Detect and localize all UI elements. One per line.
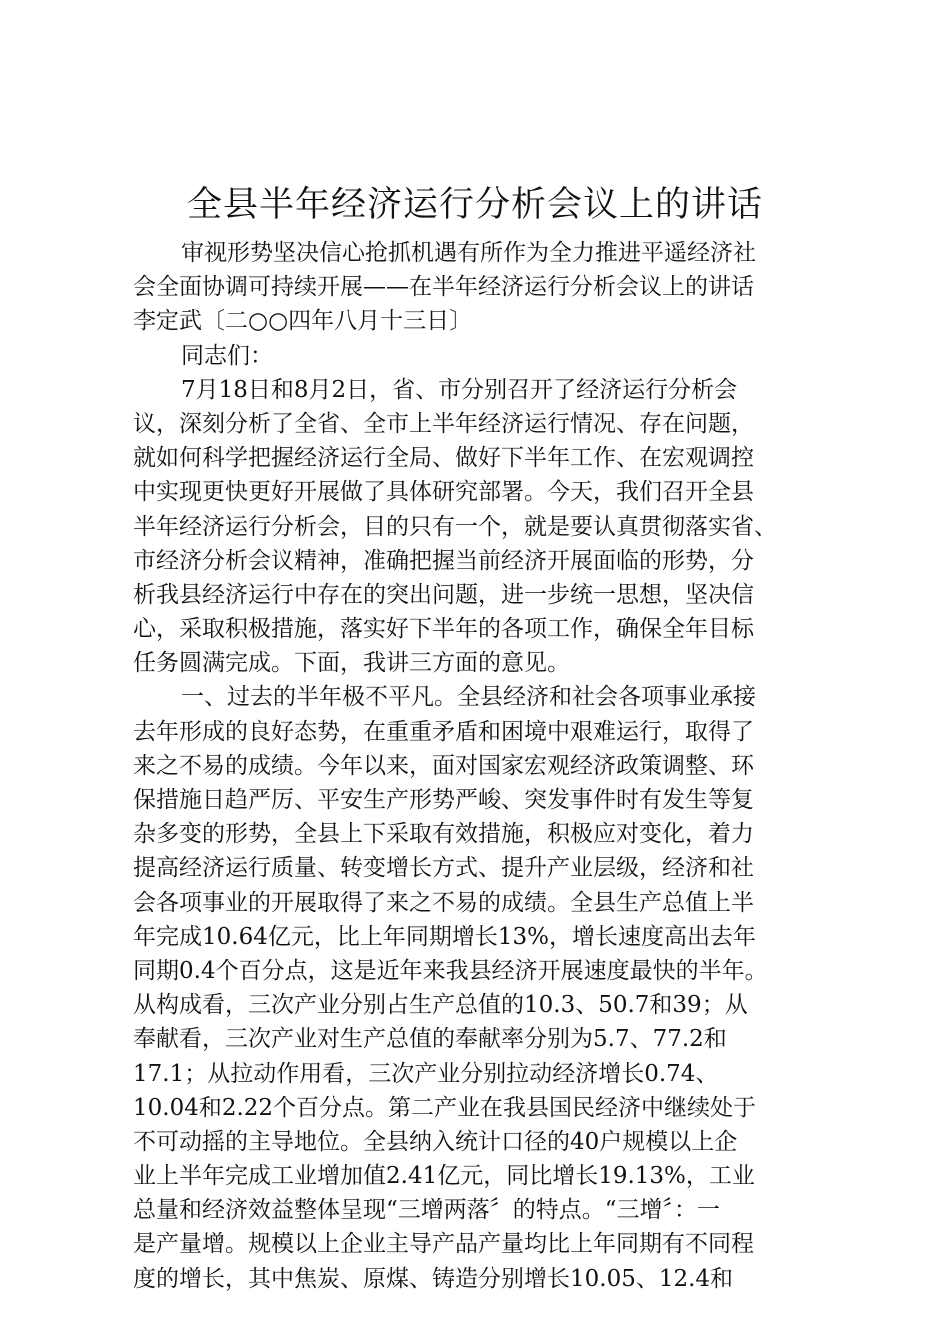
text-line: 从构成看，三次产业分别占生产总值的10.3、50.7和39；从 — [133, 992, 748, 1019]
text-line: 总量和经济效益整体呈现“三增两落〞的特点。“三增〞：一 — [133, 1197, 721, 1224]
text-line: 同期0.4个百分点，这是近年来我县经济开展速度最快的半年。 — [133, 957, 768, 984]
text-line: 议，深刻分析了全省、全市上半年经济运行情况、存在问题， — [133, 410, 754, 437]
text-line: 杂多变的形势，全县上下采取有效措施，积极应对变化，着力 — [133, 821, 754, 848]
text-line: 保措施日趋严厉、平安生产形势严峻、突发事件时有发生等复 — [133, 787, 754, 813]
text-line: 心，采取积极措施，落实好下半年的各项工作，确保全年目标 — [133, 616, 754, 643]
text-line: 就如何科学把握经济运行全局、做好下半年工作、在宏观调控 — [133, 445, 754, 472]
text-line: 审视形势坚决信心抢抓机遇有所作为全力推进平遥经济社 — [181, 240, 756, 266]
document-body — [133, 236, 823, 1296]
text-line: 提高经济运行质量、转变增长方式、提升产业层级，经济和社 — [133, 855, 754, 882]
text-line: 去年形成的良好态势，在重重矛盾和困境中艰难运行，取得了 — [133, 718, 754, 745]
text-line: 不可动摇的主导地位。全县纳入统计口径的40户规模以上企 — [133, 1128, 738, 1155]
text-line: 10.04和2.22个百分点。第二产业在我县国民经济中继续处于 — [133, 1094, 757, 1121]
text-line: 17.1；从拉动作用看，三次产业分别拉动经济增长0.74、 — [133, 1060, 719, 1087]
text-line: 7月18日和8月2日，省、市分别召开了经济运行分析会 — [181, 376, 738, 403]
text-line: 中实现更快更好开展做了具体研究部署。今天，我们召开全县 — [133, 479, 754, 506]
text-line: 任务圆满完成。下面，我讲三方面的意见。 — [133, 650, 570, 677]
text-line: 年完成10.64亿元，比上年同期增长13%，增长速度高出去年 — [133, 923, 756, 950]
text-line: 会各项事业的开展取得了来之不易的成绩。全县生产总值上半 — [133, 889, 754, 916]
text-line: 市经济分析会议精神，准确把握当前经济开展面临的形势，分 — [133, 547, 754, 574]
text-line: 半年经济运行分析会，目的只有一个，就是要认真贯彻落实省、 — [133, 513, 777, 540]
text-line: 会全面协调可持续开展——在半年经济运行分析会议上的讲话 — [133, 274, 754, 301]
text-line: 来之不易的成绩。今年以来，面对国家宏观经济政策调整、环 — [133, 752, 754, 779]
text-line: 是产量增。规模以上企业主导产品产量均比上年同期有不同程 — [133, 1231, 754, 1258]
text-line: 李定武〔二○○四年八月十三日〕 — [133, 308, 473, 335]
text-line: 析我县经济运行中存在的突出问题，进一步统一思想，坚决信 — [133, 581, 754, 608]
text-line: 奉献看，三次产业对生产总值的奉献率分别为5.7、77.2和 — [133, 1026, 727, 1053]
salutation: 同志们： — [181, 342, 273, 369]
page-title: 全县半年经济运行分析会议上的讲话 — [186, 185, 763, 225]
text-line: 一、过去的半年极不平凡。全县经济和社会各项事业承接 — [181, 684, 756, 711]
text-line: 业上半年完成工业增加值2.41亿元，同比增长19.13%，工业 — [133, 1163, 755, 1190]
text-line: 度的增长，其中焦炭、原煤、铸造分别增长10.05、12.4和 — [133, 1265, 734, 1292]
